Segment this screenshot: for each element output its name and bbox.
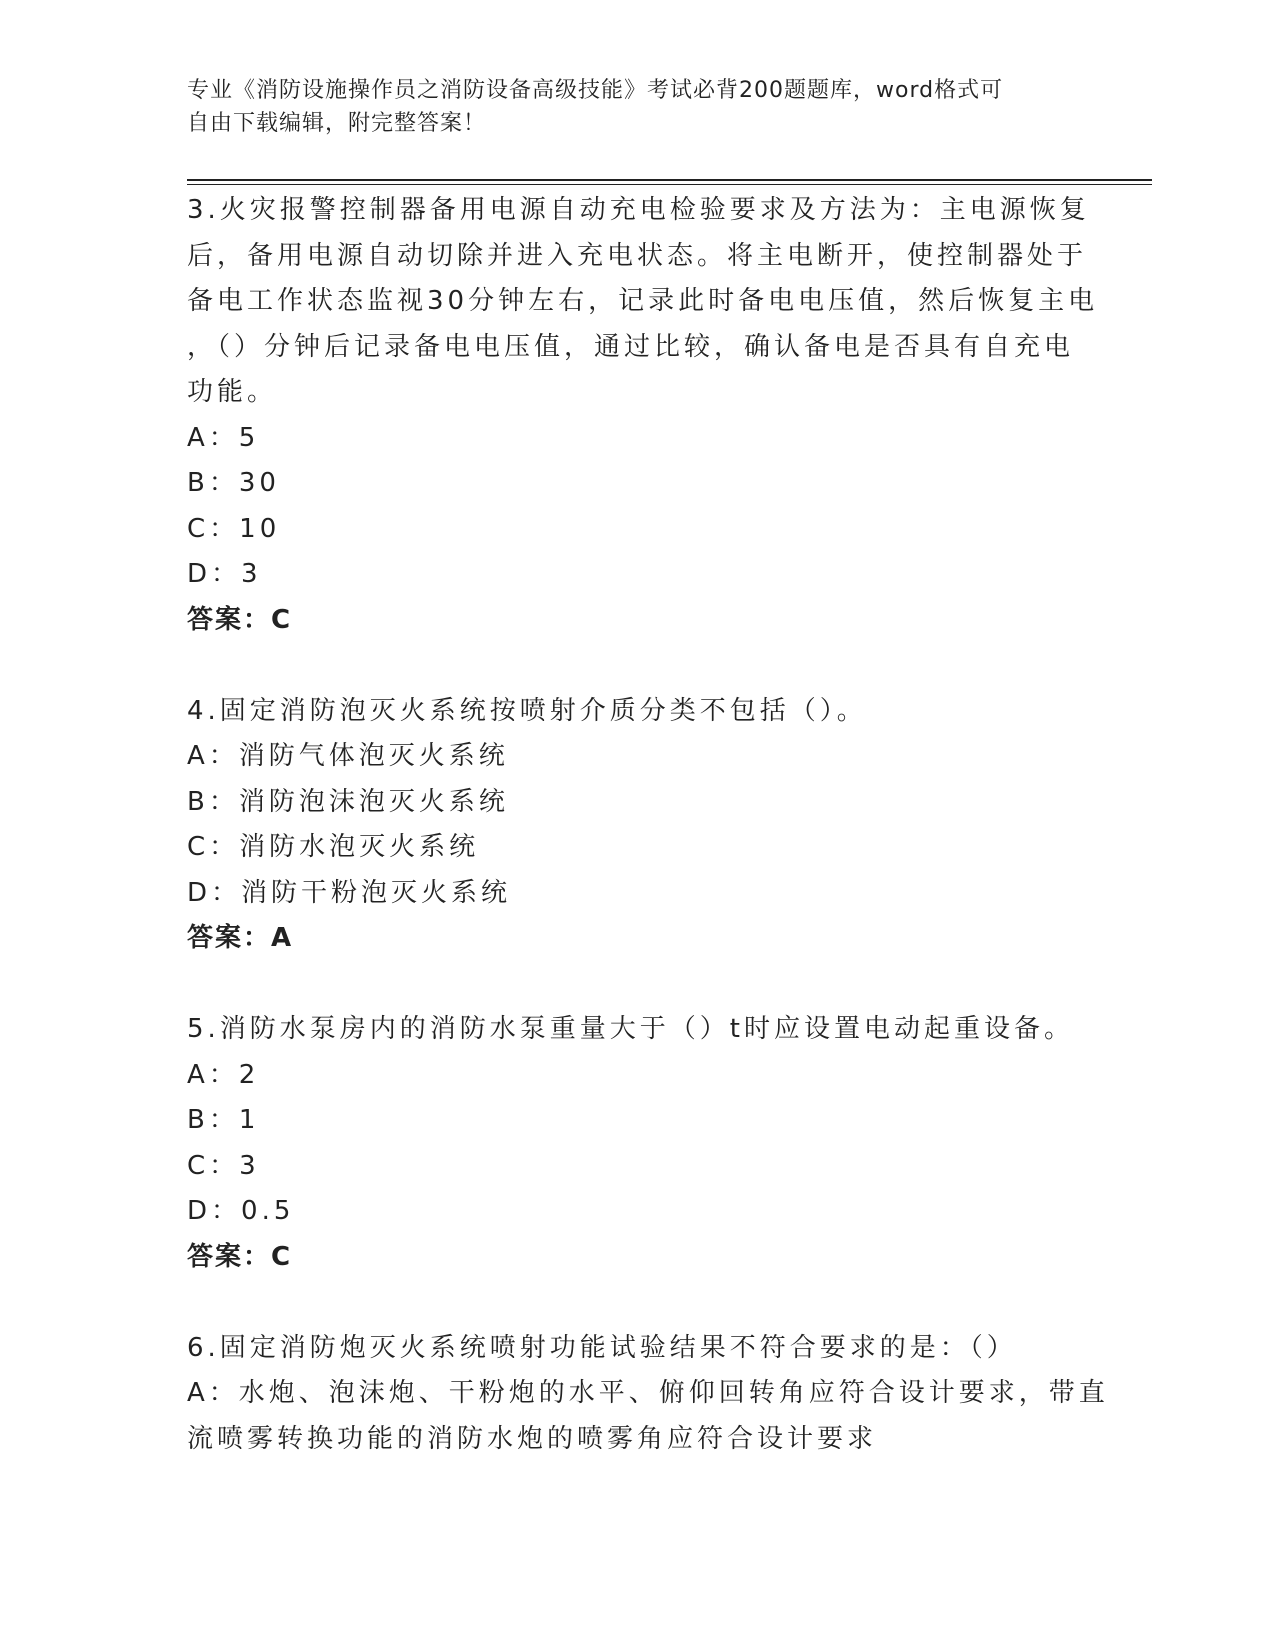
question-5-answer: 答案：C (187, 1241, 293, 1272)
question-5 (187, 1007, 1087, 1280)
question-3-option-b: B：30 (187, 468, 280, 498)
question-4 (187, 689, 1087, 962)
question-4-option-a: A：消防气体泡灭火系统 (187, 741, 509, 771)
document-header (187, 74, 1067, 140)
question-4-option-d: D：消防干粉泡灭火系统 (187, 877, 512, 908)
question-4-option-c: C：消防水泡灭火系统 (187, 832, 480, 862)
question-3-stem-line: 后，备用电源自动切除并进入充电状态。将主电断开，使控制器处于 (187, 240, 1088, 271)
question-3-answer: 答案：C (187, 604, 293, 635)
question-3-stem-line: 备电工作状态监视30分钟左右，记录此时备电电压值，然后恢复主电 (187, 286, 1099, 316)
question-gap (187, 962, 1087, 1008)
question-gap (187, 1280, 1087, 1326)
question-3-stem-line: 3.火灾报警控制器备用电源自动充电检验要求及方法为：主电源恢复 (187, 195, 1090, 225)
header-divider-thick (187, 179, 1152, 181)
question-4-stem-line: 4.固定消防泡灭火系统按喷射介质分类不包括（）。 (187, 695, 867, 726)
header-line-2: 自由下载编辑，附完整答案！ (187, 111, 487, 136)
question-6-stem-line: 6.固定消防炮灭火系统喷射功能试验结果不符合要求的是：（） (187, 1332, 1017, 1363)
question-6-option-a: A：水炮、泡沫炮、干粉炮的水平、俯仰回转角应符合设计要求，带直 (187, 1378, 1109, 1408)
question-list (187, 188, 1109, 1462)
question-3-option-c: C：10 (187, 513, 281, 544)
question-6-option-a-continued: 流喷雾转换功能的消防水炮的喷雾角应符合设计要求 (187, 1423, 878, 1454)
header-line-1: 专业《消防设施操作员之消防设备高级技能》考试必背200题题库，word格式可 (187, 78, 1004, 103)
question-5-option-a: A：2 (187, 1059, 260, 1090)
question-3-option-d: D：3 (187, 559, 262, 589)
header-divider-thin (187, 184, 1152, 185)
question-gap (187, 643, 1087, 689)
question-5-option-d: D：0.5 (187, 1196, 295, 1226)
question-6 (187, 1326, 1109, 1463)
question-3-stem-line: 功能。 (187, 377, 278, 407)
question-4-answer: 答案：A (187, 923, 294, 953)
question-3-stem-line: ，（）分钟后记录备电电压值，通过比较，确认备电是否具有自充电 (187, 331, 1075, 362)
question-3 (187, 188, 1099, 643)
question-3-option-a: A：5 (187, 422, 260, 453)
question-5-option-c: C：3 (187, 1150, 260, 1181)
question-4-option-b: B：消防泡沫泡灭火系统 (187, 786, 509, 817)
question-5-stem-line: 5.消防水泵房内的消防水泵重量大于（）t时应设置电动起重设备。 (187, 1014, 1075, 1044)
question-5-option-b: B：1 (187, 1105, 260, 1135)
